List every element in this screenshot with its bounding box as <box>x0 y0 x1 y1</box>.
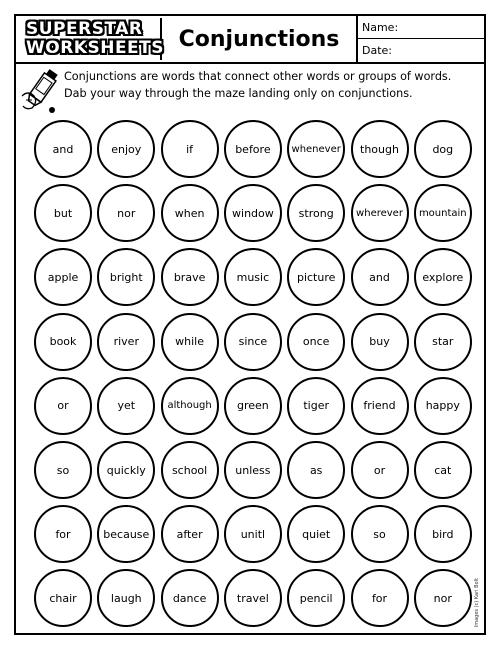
dauber-marker-icon <box>20 66 62 114</box>
maze-bubble[interactable]: laugh <box>97 569 155 627</box>
maze-bubble[interactable]: book <box>34 313 92 371</box>
maze-bubble[interactable]: picture <box>287 248 345 306</box>
maze-bubble[interactable]: school <box>161 441 219 499</box>
maze-bubble[interactable]: when <box>161 184 219 242</box>
maze-bubble[interactable]: happy <box>414 377 472 435</box>
worksheet <box>14 14 486 635</box>
maze-bubble[interactable]: but <box>34 184 92 242</box>
maze-bubble[interactable]: after <box>161 505 219 563</box>
maze-bubble[interactable]: for <box>351 569 409 627</box>
maze-bubble[interactable]: unitl <box>224 505 282 563</box>
maze-bubble[interactable]: friend <box>351 377 409 435</box>
maze-bubble[interactable]: and <box>34 120 92 178</box>
maze-bubble[interactable]: cat <box>414 441 472 499</box>
maze-bubble[interactable]: chair <box>34 569 92 627</box>
maze-bubble[interactable]: pencil <box>287 569 345 627</box>
maze-bubble[interactable]: nor <box>414 569 472 627</box>
maze-bubble[interactable]: quickly <box>97 441 155 499</box>
maze-bubble[interactable]: bird <box>414 505 472 563</box>
maze-bubble[interactable]: quiet <box>287 505 345 563</box>
maze-bubble[interactable]: so <box>351 505 409 563</box>
maze-bubble[interactable]: strong <box>287 184 345 242</box>
logo-line-2: WORKSHEETS <box>26 38 165 58</box>
maze-bubble[interactable]: once <box>287 313 345 371</box>
maze-bubble[interactable]: so <box>34 441 92 499</box>
maze-bubble[interactable]: while <box>161 313 219 371</box>
maze-bubble[interactable]: bright <box>97 248 155 306</box>
maze-bubble[interactable]: yet <box>97 377 155 435</box>
maze-bubble[interactable]: star <box>414 313 472 371</box>
maze-bubble[interactable]: or <box>351 441 409 499</box>
name-label: Name: <box>362 20 399 34</box>
maze-bubble[interactable]: brave <box>161 248 219 306</box>
maze-bubble[interactable]: and <box>351 248 409 306</box>
maze-bubble[interactable]: dance <box>161 569 219 627</box>
image-credit: Images (c) Kari Bolt <box>474 577 480 627</box>
maze-bubble[interactable]: nor <box>97 184 155 242</box>
maze-bubble[interactable]: since <box>224 313 282 371</box>
maze-bubble[interactable]: enjoy <box>97 120 155 178</box>
maze-bubble[interactable]: before <box>224 120 282 178</box>
maze-bubble[interactable]: for <box>34 505 92 563</box>
instructions-line-1: Conjunctions are words that connect other words or groups of words. <box>64 70 452 83</box>
maze-bubble[interactable]: river <box>97 313 155 371</box>
maze-bubble[interactable]: explore <box>414 248 472 306</box>
maze-bubble[interactable]: buy <box>351 313 409 371</box>
logo-line-1: SUPERSTAR <box>26 19 143 39</box>
instructions-line-2: Dab your way through the maze landing only on conjunctions. <box>64 87 413 100</box>
maze-bubble[interactable]: travel <box>224 569 282 627</box>
maze-bubble[interactable]: if <box>161 120 219 178</box>
maze-bubble[interactable]: as <box>287 441 345 499</box>
maze-bubble[interactable]: mountain <box>414 184 472 242</box>
maze-bubble[interactable]: or <box>34 377 92 435</box>
maze-bubble[interactable]: apple <box>34 248 92 306</box>
superstar-worksheets-logo <box>20 18 165 60</box>
maze-bubble[interactable]: green <box>224 377 282 435</box>
date-field[interactable] <box>358 39 484 62</box>
date-label: Date: <box>362 44 392 57</box>
maze-bubble[interactable]: window <box>224 184 282 242</box>
maze-bubble[interactable]: dog <box>414 120 472 178</box>
maze-bubble[interactable]: unless <box>224 441 282 499</box>
maze-bubble[interactable]: music <box>224 248 282 306</box>
name-date-box <box>358 16 484 62</box>
maze-bubble[interactable]: tiger <box>287 377 345 435</box>
page-title: Conjunctions <box>162 16 358 62</box>
name-field[interactable] <box>358 16 484 39</box>
maze-bubble[interactable]: although <box>161 377 219 435</box>
instructions <box>64 68 474 102</box>
maze-bubble[interactable]: because <box>97 505 155 563</box>
maze-grid <box>34 120 474 630</box>
header <box>16 16 484 64</box>
maze-bubble[interactable]: whenever <box>287 120 345 178</box>
maze-bubble[interactable]: wherever <box>351 184 409 242</box>
maze-bubble[interactable]: though <box>351 120 409 178</box>
